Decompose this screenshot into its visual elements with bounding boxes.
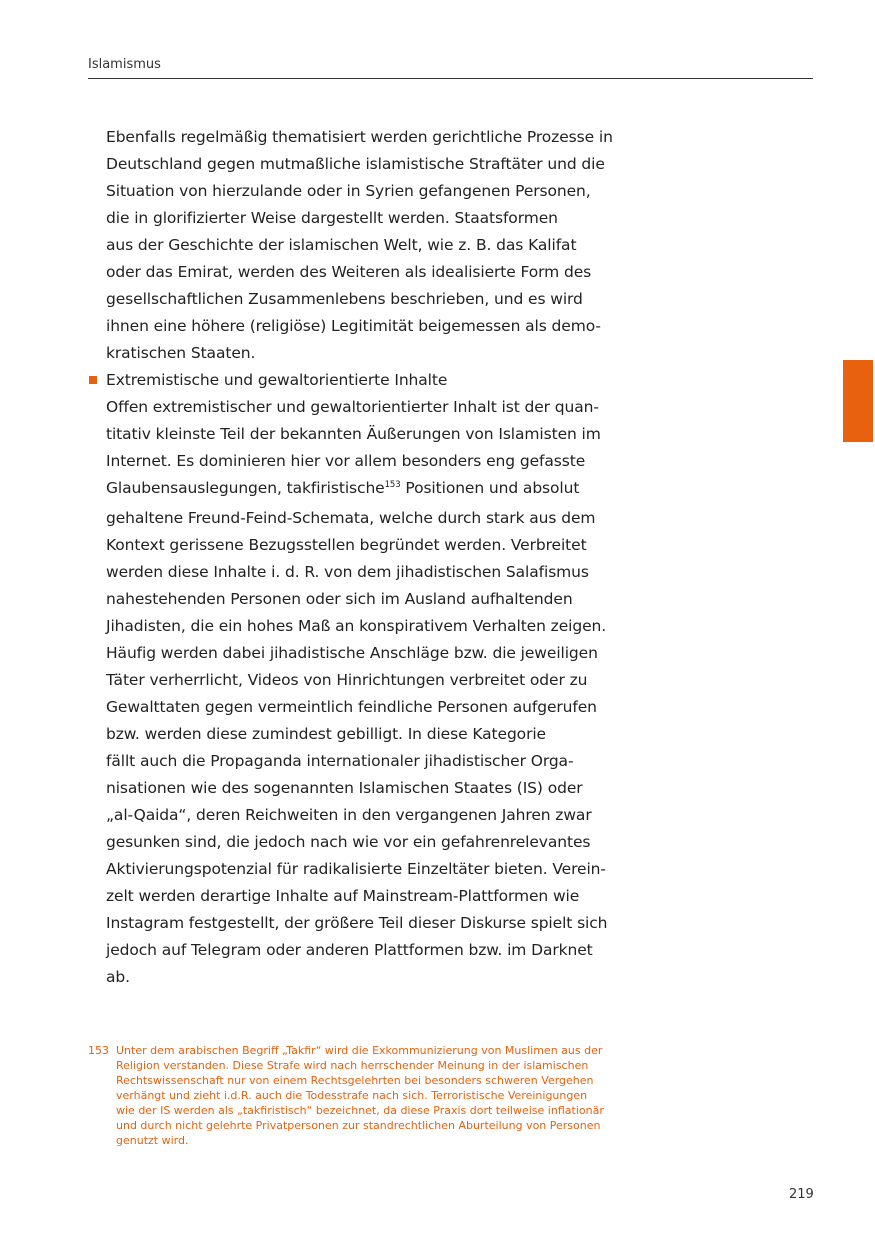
text-line: Ebenfalls regelmäßig thematisiert werden gerichtliche Prozesse in [106,128,613,146]
text-line: kratischen Staaten. [106,344,256,362]
ref-line-end: Positionen und absolut [400,479,580,497]
text-line: Offen extremistischer und gewaltorientierter Inhalt ist der quan- [106,398,599,416]
text-line: Gewalttaten gegen vermeintlich feindliche Personen aufgerufen [106,698,597,716]
footnote-line: Rechtswissenschaft nur von einem Rechtsgelehrten bei besonders schweren Vergehen [116,1074,594,1087]
text-line: Internet. Es dominieren hier vor allem besonders eng gefasste [106,452,586,470]
running-header: Islamismus [88,57,161,72]
text-line: ab. [106,968,130,986]
text-line: nisationen wie des sogenannten Islamischen Staates (IS) oder [106,779,583,797]
text-line: werden diese Inhalte i. d. R. von dem jihadistischen Salafismus [106,563,589,581]
footnote-number: 153 [88,1044,109,1057]
text-line: gesunken sind, die jedoch nach wie vor ein gefahrenrelevantes [106,833,591,851]
footnote-line: und durch nicht gelehrte Privatpersonen zur standrechtlichen Aburteilung von Personen [116,1119,601,1132]
text-line: Kontext gerissene Bezugsstellen begründet werden. Verbreitet [106,536,587,554]
footnote-line: Unter dem arabischen Begriff „Takfir“ wird die Exkommunizierung von Muslimen aus der [116,1044,603,1057]
bullet-square-icon [89,376,97,384]
footnote-line: Religion verstanden. Diese Strafe wird nach herrschender Meinung in der islamischen [116,1059,589,1072]
bullet-heading: Extremistische und gewaltorientierte Inhalte [106,371,448,389]
text-line: Instagram festgestellt, der größere Teil dieser Diskurse spielt sich [106,914,608,932]
footnote-153 [88,1043,628,1148]
text-line: bzw. werden diese zumindest gebilligt. In diese Kategorie [106,725,546,743]
footnote-reference-line [106,475,746,505]
text-line: die in glorifizierter Weise dargestellt werden. Staatsformen [106,209,558,227]
text-line: gehaltene Freund-Feind-Schemata, welche durch stark aus dem [106,509,596,527]
paragraph-1 [106,124,746,367]
footnote-line: genutzt wird. [116,1134,189,1147]
text-line: ihnen eine höhere (religiöse) Legitimität beigemessen als demo- [106,317,601,335]
footnote-line: wie der IS werden als „takfiristisch“ bezeichnet, da diese Praxis dort teilweise inflationär [116,1104,604,1117]
text-line: Jihadisten, die ein hohes Maß an konspirativem Verhalten zeigen. [106,617,607,635]
text-line: zelt werden derartige Inhalte auf Mainstream-Plattformen wie [106,887,580,905]
text-line: Situation von hierzulande oder in Syrien gefangenen Personen, [106,182,591,200]
ref-line-start: Glaubensauslegungen, takfiristische [106,479,385,497]
text-line: jedoch auf Telegram oder anderen Plattformen bzw. im Darknet [106,941,593,959]
page-number: 219 [789,1187,814,1202]
text-line: gesellschaftlichen Zusammenlebens beschrieben, und es wird [106,290,583,308]
paragraph-2-start [106,394,746,475]
text-line: Häufig werden dabei jihadistische Anschläge bzw. die jeweiligen [106,644,598,662]
main-text [106,124,746,991]
text-line: fällt auch die Propaganda internationaler jihadistischer Orga- [106,752,574,770]
text-line: Täter verherrlicht, Videos von Hinrichtungen verbreitet oder zu [106,671,588,689]
chapter-side-tab [843,360,873,442]
bullet-item [106,367,746,394]
text-line: titativ kleinste Teil der bekannten Äußerungen von Islamisten im [106,425,601,443]
text-line: aus der Geschichte der islamischen Welt, wie z. B. das Kalifat [106,236,577,254]
text-line: Aktivierungspotenzial für radikalisierte Einzeltäter bieten. Verein- [106,860,606,878]
text-line: „al-Qaida“, deren Reichweiten in den vergangenen Jahren zwar [106,806,592,824]
text-line: Deutschland gegen mutmaßliche islamistische Straftäter und die [106,155,605,173]
footnote-text [116,1043,628,1148]
header-rule [88,78,813,79]
text-line: oder das Emirat, werden des Weiteren als idealisierte Form des [106,263,592,281]
text-line: nahestehenden Personen oder sich im Ausland aufhaltenden [106,590,573,608]
footnote-reference-153[interactable]: 153 [384,480,401,490]
paragraph-2-rest [106,505,746,991]
footnote-line: verhängt und zieht i.d.R. auch die Todesstrafe nach sich. Terroristische Vereinigungen [116,1089,588,1102]
